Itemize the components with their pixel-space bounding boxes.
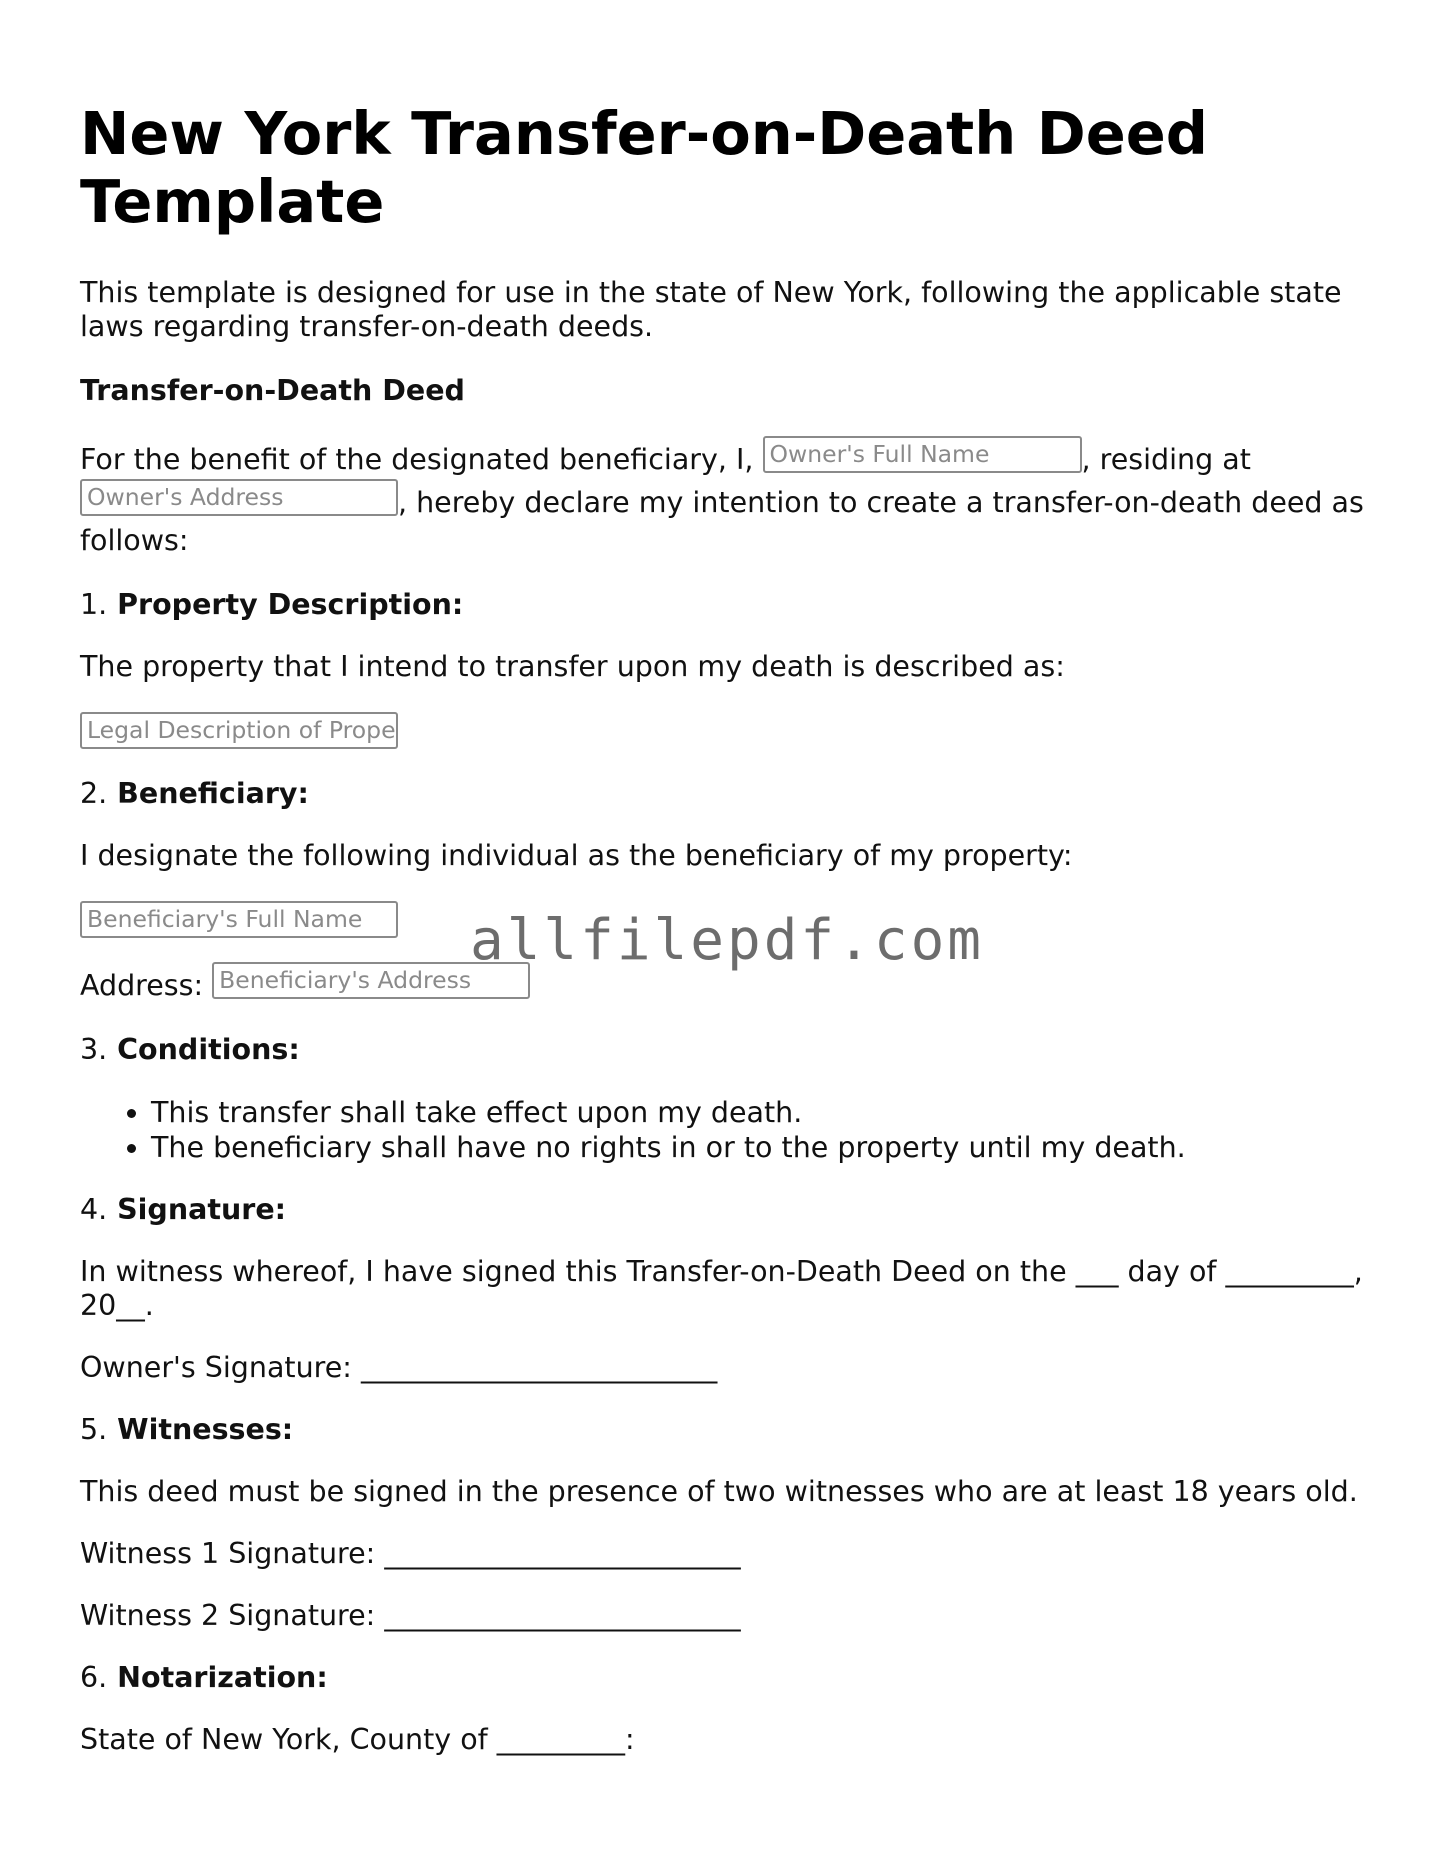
section-heading-beneficiary (80, 777, 1380, 811)
property-text: The property that I intend to transfer upon my death is described as: (80, 650, 1065, 683)
section-title-text: Beneficiary: (117, 777, 309, 810)
conditions-list (80, 1095, 1380, 1165)
section-title-text: Witnesses: (117, 1413, 294, 1446)
page-title: New York Transfer-on-Death Deed Template (80, 99, 1209, 236)
section-title-text: Property Description: (117, 588, 464, 621)
section-heading-signature (80, 1193, 1380, 1227)
property-description-field[interactable]: Legal Description of Prope (80, 712, 398, 749)
section-number: 2. (80, 777, 108, 810)
witness-1-signature-line: Witness 1 Signature: _________________________ (80, 1537, 741, 1570)
list-item: • This transfer shall take effect upon my death. (151, 1095, 1380, 1130)
declaration-text-3: , hereby declare my intention to create a transfer-on-death deed as follows: (80, 486, 1364, 557)
beneficiary-name-row (80, 901, 1380, 938)
deed-subtitle-text: Transfer-on-Death Deed (80, 374, 465, 407)
section-heading-conditions (80, 1033, 1380, 1067)
property-field-row (80, 712, 1380, 749)
owner-signature-line: Owner's Signature: _________________________ (80, 1351, 718, 1384)
beneficiary-address-row (80, 962, 1380, 1005)
section-title-text: Signature: (117, 1193, 287, 1226)
beneficiary-name-field[interactable]: Beneficiary's Full Name (80, 901, 398, 938)
deed-subtitle (80, 374, 1380, 408)
declaration-text-1: For the benefit of the designated beneficiary, I, (80, 443, 763, 476)
section-heading-property (80, 588, 1380, 622)
witnesses-text: This deed must be signed in the presence of two witnesses who are at least 18 years old. (80, 1475, 1358, 1508)
section-number: 1. (80, 588, 108, 621)
document-page (80, 100, 1380, 1785)
section-number: 6. (80, 1661, 108, 1694)
owner-address-field[interactable]: Owner's Address (80, 479, 398, 516)
owner-name-field[interactable]: Owner's Full Name (763, 436, 1082, 473)
beneficiary-address-label: Address: (80, 969, 213, 1002)
declaration-text-2: , residing at (1081, 443, 1251, 476)
section-heading-witnesses (80, 1413, 1380, 1447)
beneficiary-text: I designate the following individual as the beneficiary of my property: (80, 839, 1073, 872)
section-heading-notarization (80, 1661, 1380, 1695)
list-item: • The beneficiary shall have no rights in or to the property until my death. (151, 1130, 1380, 1165)
section-title-text: Conditions: (117, 1033, 300, 1066)
witness-2-signature-line: Witness 2 Signature: _________________________ (80, 1599, 741, 1632)
beneficiary-address-field[interactable]: Beneficiary's Address (212, 962, 530, 999)
intro-text: This template is designed for use in the state of New York, following the applicable state laws regarding transfer-on-death deeds. (80, 276, 1342, 343)
section-title-text: Notarization: (117, 1661, 328, 1694)
watermark: allfilepdf.com (470, 908, 985, 973)
section-number: 4. (80, 1193, 108, 1226)
notarization-text: State of New York, County of _________: (80, 1723, 635, 1756)
declaration-paragraph (80, 436, 1380, 560)
section-number: 3. (80, 1033, 108, 1066)
section-number: 5. (80, 1413, 108, 1446)
signature-date-text: In witness whereof, I have signed this Transfer-on-Death Deed on the ___ day of _________, 20__. (80, 1255, 1363, 1322)
